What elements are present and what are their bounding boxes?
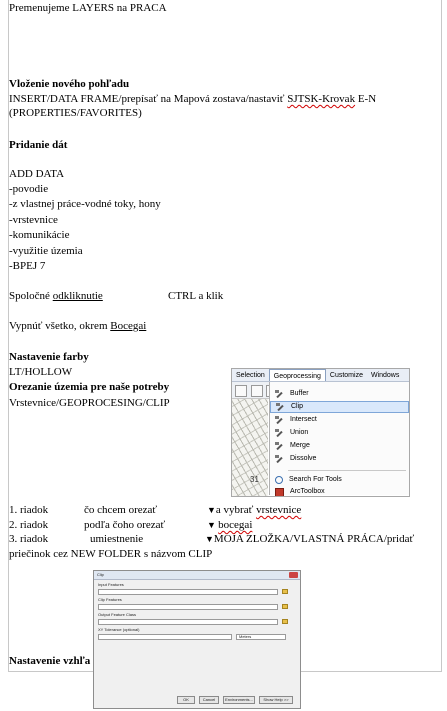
ok-button[interactable]: OK xyxy=(177,696,195,704)
output-feature-class-field[interactable] xyxy=(98,619,278,625)
row1-action: ▼a vybrať vrstevnice xyxy=(207,504,302,516)
heading-add-data: Pridanie dát xyxy=(9,139,68,151)
map-label: 31 xyxy=(250,475,259,484)
hammer-icon xyxy=(275,455,284,464)
heading-clip-area: Orezanie územia pre naše potreby xyxy=(9,381,170,393)
row2-label: 2. riadok xyxy=(9,519,49,531)
hammer-icon xyxy=(275,416,284,425)
menu-item-merge[interactable]: Merge xyxy=(270,440,409,452)
clip-features-field[interactable] xyxy=(98,604,278,610)
heading-color: Nastavenie farby xyxy=(9,351,89,363)
input-features-label: Input Features xyxy=(98,582,124,587)
list-item: -využitie územia xyxy=(9,245,83,257)
geoprocessing-menu-screenshot xyxy=(231,368,410,497)
menu-item-arctoolbox[interactable]: ArcToolbox xyxy=(270,486,409,497)
menu-item-clip[interactable]: Clip xyxy=(270,401,409,413)
search-icon xyxy=(275,476,283,484)
menu-item-search-for-tools[interactable]: Search For Tools xyxy=(270,474,409,486)
list-item: -BPEJ 7 xyxy=(9,260,46,272)
insert-data-frame-line: INSERT/DATA FRAME/prepísať na Mapová zostava/nastaviť SJTSK-Krovak E-N xyxy=(9,93,377,105)
row3-continuation: priečinok cez NEW FOLDER s názvom CLIP xyxy=(9,548,213,560)
heading-new-view: Vloženie nového pohľadu xyxy=(9,78,130,90)
add-data-line: ADD DATA xyxy=(9,168,65,180)
menu-windows[interactable]: Windows xyxy=(370,372,400,379)
geoprocessing-dropdown xyxy=(269,382,409,495)
clip-dialog-screenshot xyxy=(93,570,301,709)
xy-tolerance-field[interactable] xyxy=(98,634,232,640)
row1-desc: čo chcem orezať xyxy=(84,504,158,516)
hammer-icon xyxy=(275,442,284,451)
hammer-icon xyxy=(276,403,285,412)
dropdown-arrow-icon: ▼ xyxy=(205,534,214,544)
row3-action: ▼MOJA ZLOŽKA/VLASTNÁ PRÁCA/pridať xyxy=(205,533,415,545)
menu-separator xyxy=(288,470,406,471)
dropdown-arrow-icon: ▼ xyxy=(207,520,219,530)
add-data-icon[interactable] xyxy=(235,385,247,397)
menu-selection[interactable]: Selection xyxy=(236,372,265,379)
row2-desc: podľa čoho orezať xyxy=(84,519,166,531)
hammer-icon xyxy=(275,390,284,399)
row3-desc: umiestnenie xyxy=(90,533,144,545)
input-features-field[interactable] xyxy=(98,589,278,595)
folder-icon[interactable] xyxy=(282,589,288,594)
row1-label: 1. riadok xyxy=(9,504,49,516)
cancel-button[interactable]: Cancel xyxy=(199,696,219,704)
properties-line: (PROPERTIES/FAVORITES) xyxy=(9,107,142,119)
row2-action: ▼ bocegai xyxy=(207,519,253,531)
list-item: -z vlastnej práce-vodné toky, hony xyxy=(9,198,161,210)
list-item: -vrstevnice xyxy=(9,214,58,226)
clip-features-label: Clip Features xyxy=(98,597,122,602)
environments-button[interactable]: Environments... xyxy=(223,696,255,704)
show-help-button[interactable]: Show Help >> xyxy=(259,696,293,704)
menu-item-union[interactable]: Union xyxy=(270,427,409,439)
ctrl-click-text: CTRL a klik xyxy=(168,290,224,302)
unclick-line: Spoločné odkliknutie xyxy=(9,290,103,302)
unit-select[interactable]: Meters xyxy=(236,634,286,640)
menu-item-buffer[interactable]: Buffer xyxy=(270,388,409,400)
output-feature-class-label: Output Feature Class xyxy=(98,612,137,617)
menu-customize[interactable]: Customize xyxy=(329,372,363,379)
toolbox-icon xyxy=(275,488,284,497)
folder-icon[interactable] xyxy=(282,619,288,624)
heading-appearance: Nastavenie vzhľa xyxy=(9,655,91,667)
select-arrow-icon[interactable] xyxy=(251,385,263,397)
close-icon[interactable] xyxy=(289,572,298,578)
hollow-line: LT/HOLLOW xyxy=(9,366,73,378)
menubar xyxy=(232,369,409,382)
dropdown-arrow-icon: ▼ xyxy=(207,505,216,515)
dialog-title: Clip xyxy=(94,571,300,580)
clip-path-line: Vrstevnice/GEOPROCESING/CLIP xyxy=(9,397,170,409)
turn-off-line: Vypnúť všetko, okrem Bocegai xyxy=(9,320,147,332)
hammer-icon xyxy=(275,429,284,438)
list-item: -komunikácie xyxy=(9,229,70,241)
menu-item-dissolve[interactable]: Dissolve xyxy=(270,453,409,465)
rename-line: Premenujeme LAYERS na PRACA xyxy=(9,2,167,14)
list-item: -povodie xyxy=(9,183,49,195)
folder-icon[interactable] xyxy=(282,604,288,609)
xy-tolerance-label: XY Tolerance (optional) xyxy=(98,627,140,632)
menu-item-intersect[interactable]: Intersect xyxy=(270,414,409,426)
menu-geoprocessing[interactable]: Geoprocessing xyxy=(269,369,326,381)
row3-label: 3. riadok xyxy=(9,533,49,545)
